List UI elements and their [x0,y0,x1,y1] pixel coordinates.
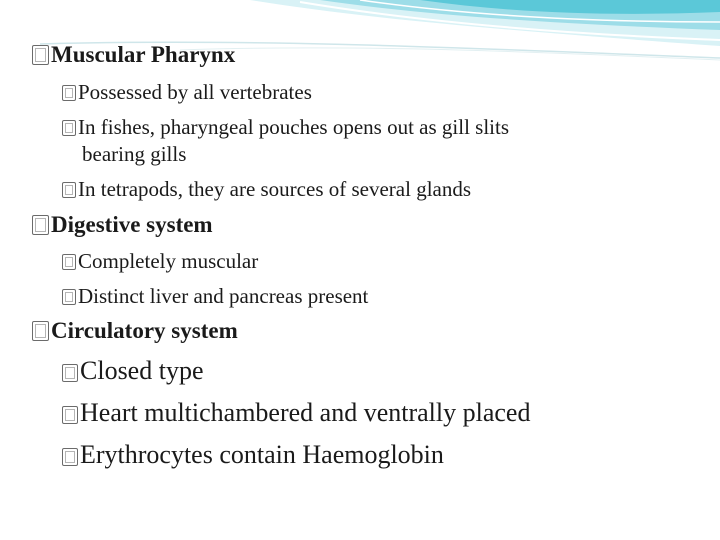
missing-bullet-icon [62,254,76,270]
bullet-item: Possessed by all vertebrates [62,80,312,105]
section-heading-circulatory-system: Circulatory system [32,318,238,344]
bullet-item-continuation: bearing gills [82,142,187,166]
missing-bullet-icon [62,406,78,424]
bullet-item: Closed type [62,356,204,386]
missing-bullet-icon [62,85,76,101]
missing-bullet-icon [32,215,49,235]
missing-bullet-icon [62,182,76,198]
bullet-item: In tetrapods, they are sources of several glands [62,177,471,202]
missing-bullet-icon [62,364,78,382]
bullet-item: Heart multichambered and ventrally placed [62,398,530,428]
section-heading-muscular-pharynx: Muscular Pharynx [32,42,235,68]
missing-bullet-icon [32,321,49,341]
missing-bullet-icon [32,45,49,65]
missing-bullet-icon [62,289,76,305]
bullet-item: In fishes, pharyngeal pouches opens out as gill slits [62,115,509,140]
bullet-item: Distinct liver and pancreas present [62,284,368,309]
bullet-item: Completely muscular [62,249,258,274]
missing-bullet-icon [62,448,78,466]
section-heading-digestive-system: Digestive system [32,212,213,238]
bullet-item: Erythrocytes contain Haemoglobin [62,440,444,470]
missing-bullet-icon [62,120,76,136]
